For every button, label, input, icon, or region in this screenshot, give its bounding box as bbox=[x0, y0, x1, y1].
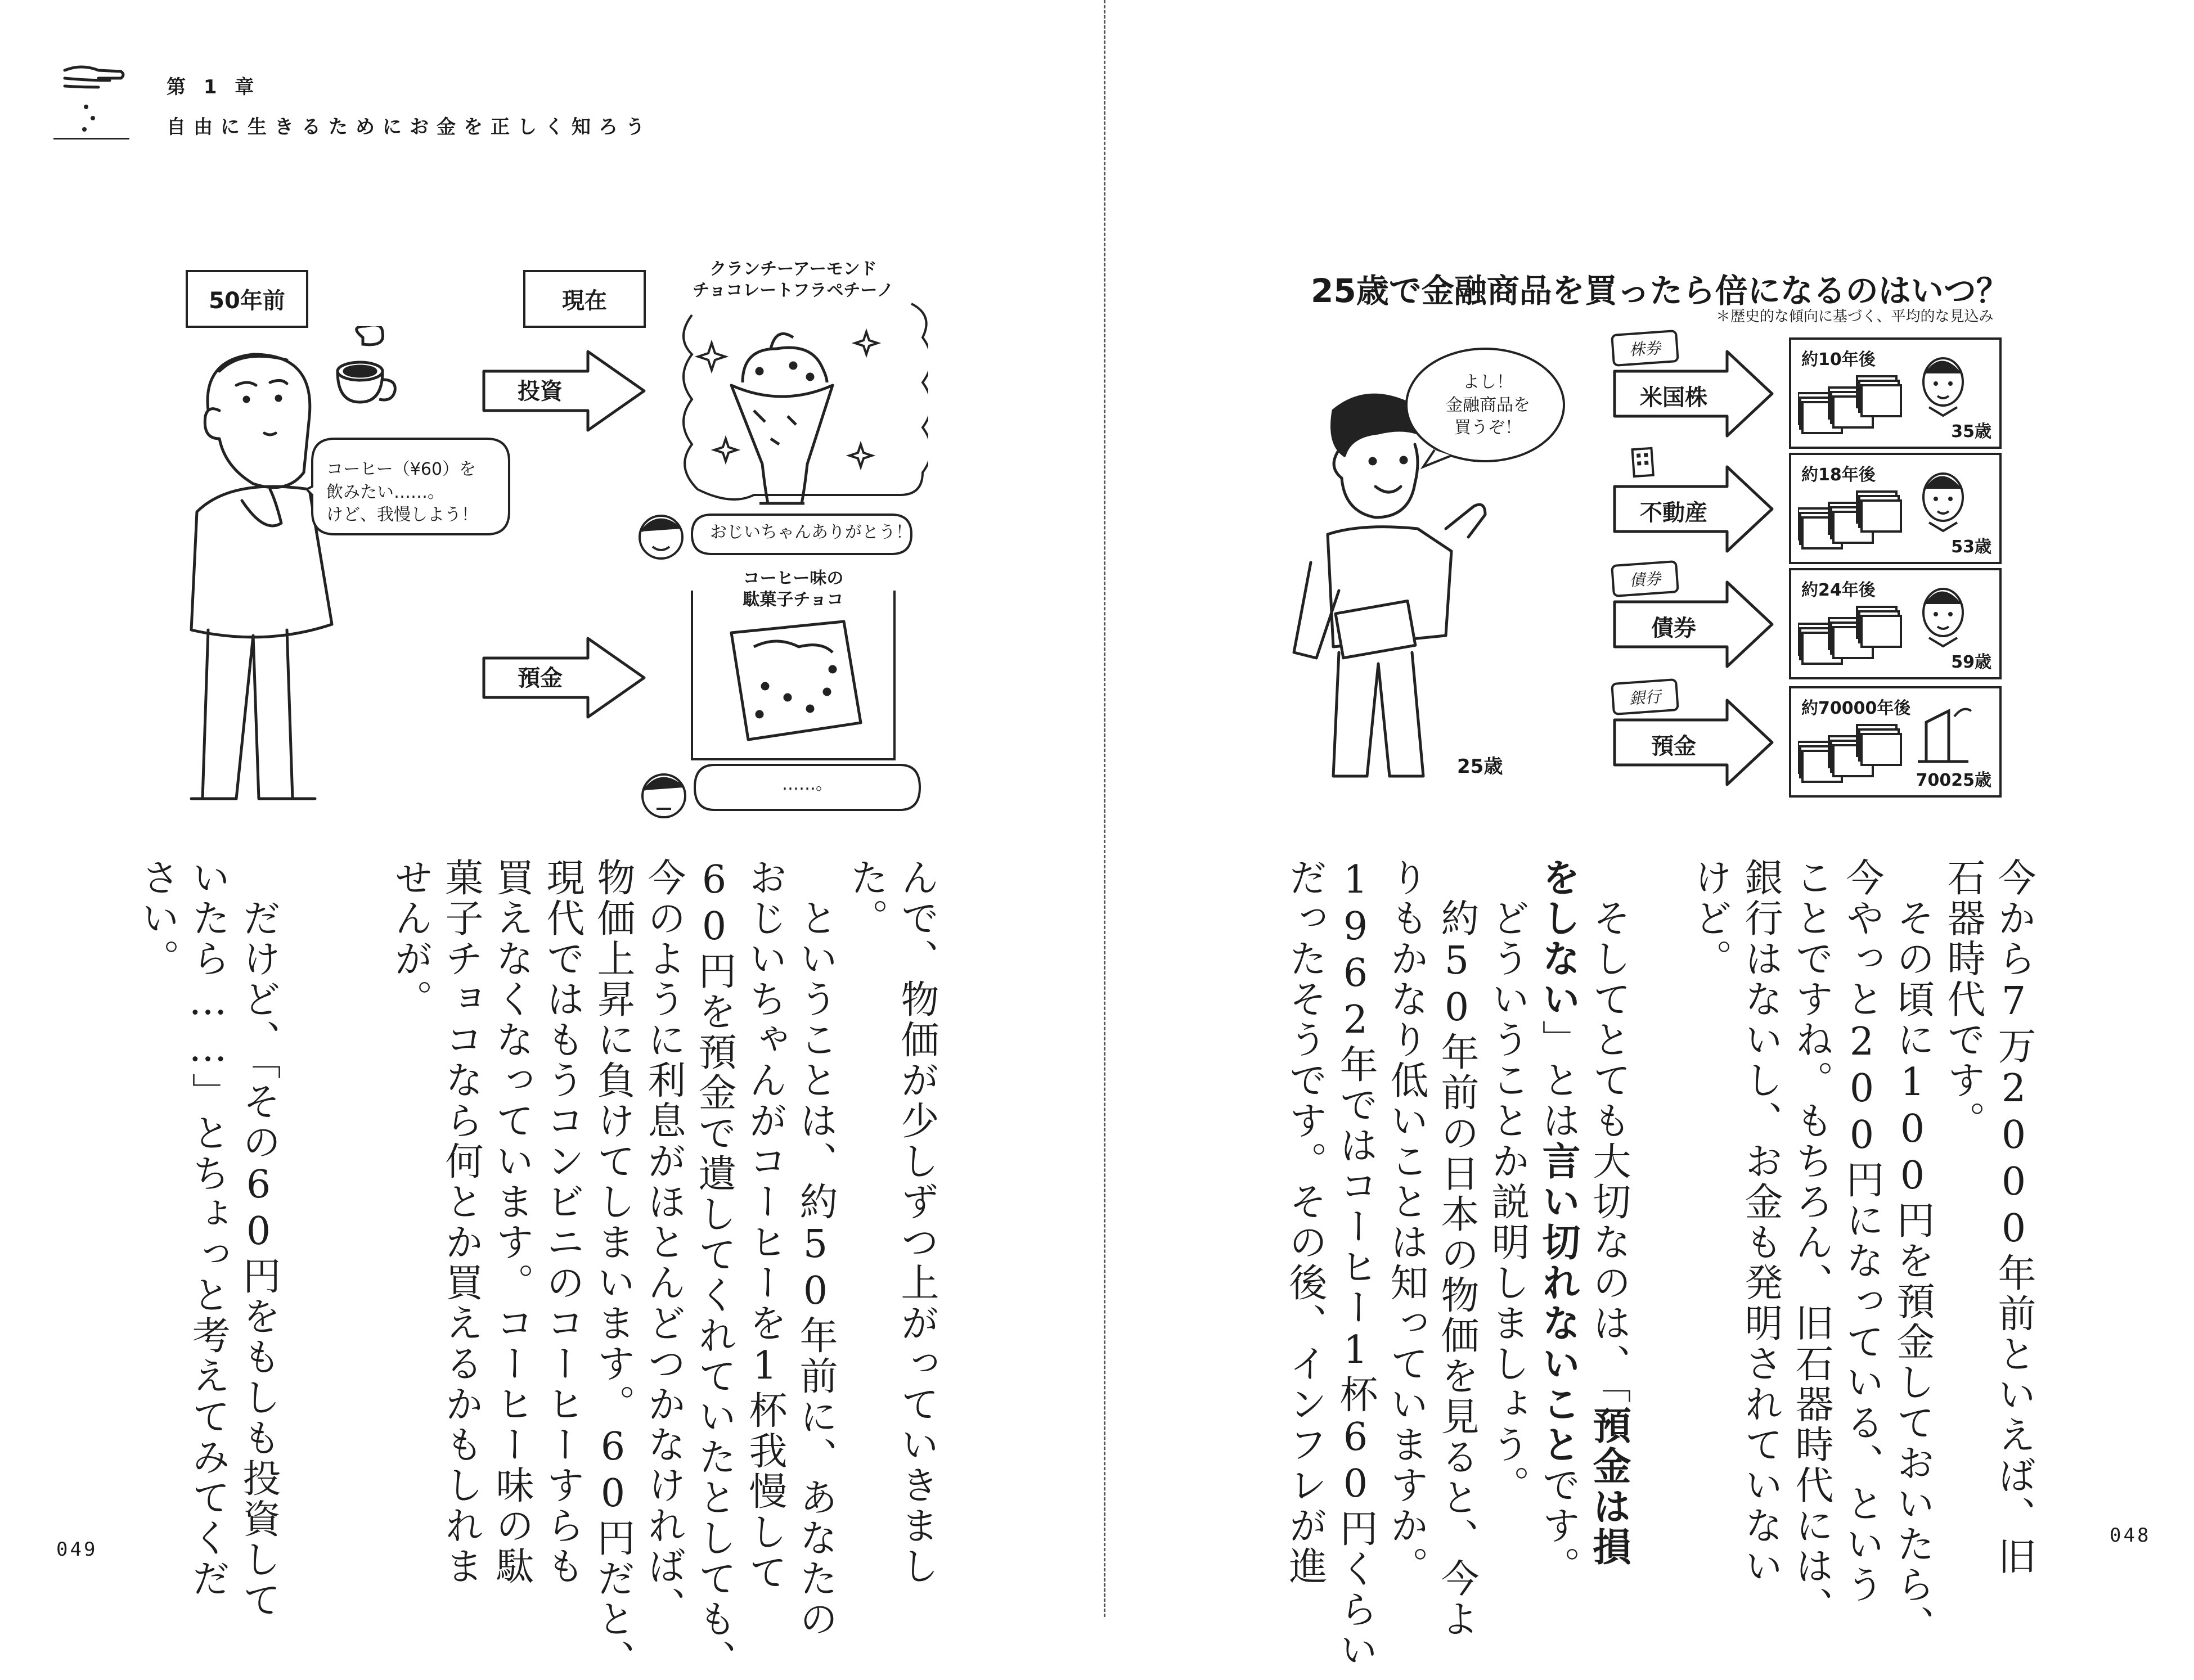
body-column: た。 bbox=[844, 858, 888, 939]
child-face-sad bbox=[633, 765, 695, 827]
person-face-icon bbox=[1912, 351, 1974, 418]
body-bold-run: 言い切れないこと bbox=[1536, 1141, 1580, 1465]
right-page bbox=[1097, 0, 2194, 1670]
frappe-caption: クランチーアーモンド チョコレートフラペチーノ bbox=[693, 259, 894, 300]
body-column: 銀行はないし、お金も発明されていない bbox=[1738, 858, 1783, 1587]
body-column: 今やっと200円になっている、という bbox=[1840, 858, 1884, 1605]
body-column: 菓子チョコなら何とか買えるかもしれま bbox=[439, 858, 483, 1587]
body-column: だけど、「その60円をもしも投資して bbox=[236, 858, 281, 1620]
body-column: 1962年ではコーヒー1杯60円くらい bbox=[1333, 858, 1378, 1670]
page-number: 049 bbox=[56, 1538, 98, 1561]
body-column: どういうことか説明しましょう。 bbox=[1485, 858, 1530, 1506]
chart-note: ＊歴史的な傾向に基づく、平均的な見込み bbox=[1716, 308, 1994, 325]
body-column: 60円を預金で遺してくれていたとしても、 bbox=[692, 858, 736, 1680]
money-bills-icon bbox=[1798, 601, 1905, 669]
body-column: おじいちゃんがコーヒーを1杯我慢して bbox=[743, 858, 787, 1593]
body-text-run: そしてとても大切なのは、「 bbox=[1586, 858, 1631, 1406]
result-box bbox=[1789, 686, 2002, 798]
age-label: 35歳 bbox=[1951, 422, 1991, 442]
deposit-label: 預金 bbox=[518, 665, 563, 691]
body-bold-run: をしない bbox=[1536, 858, 1580, 1020]
person-face-icon bbox=[1912, 582, 1974, 649]
money-bills-icon bbox=[1798, 486, 1905, 553]
age-label: 70025歳 bbox=[1916, 771, 1991, 790]
body-column: 今のように利息がほとんどつかなければ、 bbox=[641, 858, 686, 1627]
result-box bbox=[1789, 453, 2002, 564]
money-bills-icon bbox=[1798, 719, 1905, 787]
chapter-number: 第 1 章 bbox=[167, 76, 260, 98]
body-text-run: です。 bbox=[1536, 1465, 1580, 1587]
row-label: 米国株 bbox=[1640, 385, 1707, 411]
past-label: 50年前 bbox=[186, 270, 308, 328]
person-age: 25歳 bbox=[1457, 755, 1503, 778]
body-column: 現代ではもうコンビニのコーヒーすらも bbox=[540, 858, 585, 1587]
body-column: 買えなくなっています。コーヒー味の駄 bbox=[489, 858, 534, 1587]
body-column: せんが。 bbox=[388, 858, 433, 1020]
result-box bbox=[1789, 568, 2002, 679]
body-column bbox=[1586, 858, 1631, 1568]
gravestone-icon bbox=[1912, 700, 1974, 767]
body-text-run: 」とは bbox=[1536, 1020, 1580, 1141]
body-column: さい。 bbox=[135, 858, 179, 979]
body-column: だったそうです。その後、インフレが進 bbox=[1283, 858, 1327, 1587]
body-column: けど。 bbox=[1688, 858, 1732, 979]
result-box bbox=[1789, 337, 2002, 449]
money-bills-icon bbox=[1798, 371, 1905, 438]
age-label: 59歳 bbox=[1951, 652, 1991, 672]
frappe-cloud-panel bbox=[658, 281, 928, 529]
body-column: ということは、約50年前に、あなたの bbox=[793, 858, 838, 1640]
body-column: 石器時代です。 bbox=[1941, 858, 1985, 1141]
person-speech: よし！ 金融商品を 買うぞ！ bbox=[1446, 372, 1530, 438]
grandpa-speech: コーヒー（¥60）を 飲みたい……。 けど、我慢しよう！ bbox=[326, 460, 478, 525]
chart-title: 25歳で金融商品を買ったら倍になるのはいつ？ bbox=[1311, 272, 2009, 310]
body-column: ことですね。もちろん、旧石器時代には、 bbox=[1789, 858, 1833, 1627]
years-label: 約24年後 bbox=[1801, 580, 1876, 600]
present-label: 現在 bbox=[523, 270, 646, 328]
row-label: 債券 bbox=[1651, 615, 1696, 641]
body-column: その頃に100円を預金しておいたら、 bbox=[1890, 858, 1935, 1646]
years-label: 約70000年後 bbox=[1801, 699, 1911, 718]
body-column: 約50年前の日本の物価を見ると、今よ bbox=[1435, 858, 1479, 1640]
header-rule bbox=[53, 138, 129, 139]
invest-label: 投資 bbox=[518, 379, 563, 404]
age-label: 53歳 bbox=[1951, 537, 1991, 557]
kid-silent-speech: ……。 bbox=[782, 774, 833, 794]
body-column: 物価上昇に負けてしまいます。60円だと、 bbox=[591, 858, 635, 1680]
person-face-icon bbox=[1912, 466, 1974, 534]
body-column bbox=[1536, 858, 1580, 1587]
coffee-cup-icon bbox=[326, 326, 411, 416]
chocolate-caption: コーヒー味の 駄菓子チョコ bbox=[709, 568, 878, 610]
years-label: 約10年後 bbox=[1801, 350, 1876, 370]
category-icon: 債券 bbox=[1611, 560, 1679, 597]
body-column: いたら……」とちょっと考えてみてくだ bbox=[186, 858, 230, 1599]
body-bold-run: 預金は損 bbox=[1586, 1406, 1631, 1568]
body-column: んで、物価が少しずつ上がっていきまし bbox=[894, 858, 939, 1587]
body-column: 今から7万2000年前といえば、旧 bbox=[1991, 858, 2036, 1577]
hand-coins-icon bbox=[53, 53, 143, 143]
chapter-title: 自由に生きるためにお金を正しく知ろう bbox=[167, 116, 653, 138]
years-label: 約18年後 bbox=[1801, 465, 1876, 485]
category-icon: 株券 bbox=[1611, 330, 1679, 367]
category-icon: 銀行 bbox=[1611, 678, 1679, 715]
row-label: 預金 bbox=[1651, 733, 1696, 759]
child-face-happy bbox=[630, 506, 692, 568]
page-number: 048 bbox=[2110, 1524, 2151, 1547]
kid-happy-speech: おじいちゃんありがとう！ bbox=[710, 523, 912, 542]
row-label: 不動産 bbox=[1640, 500, 1707, 526]
body-column: りもかなり低いことは知っていますか。 bbox=[1384, 858, 1428, 1587]
